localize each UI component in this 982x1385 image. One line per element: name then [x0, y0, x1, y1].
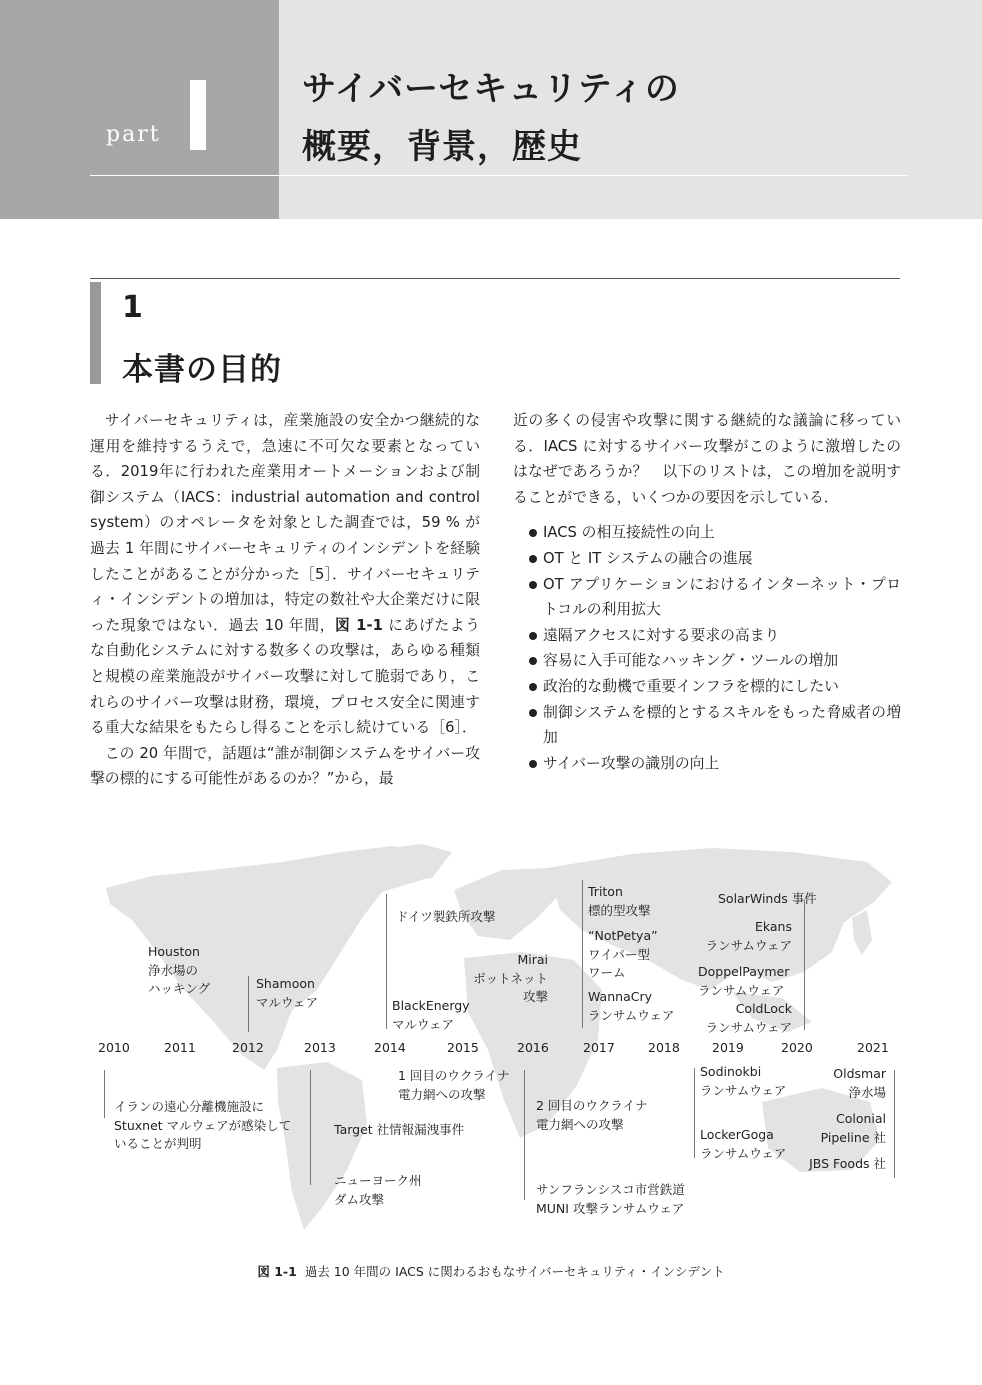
- leader-line: [310, 1070, 311, 1185]
- list-item: IACS の相互接続性の向上: [513, 520, 901, 546]
- chapter-title: 本書の目的: [122, 352, 282, 388]
- list-item: 政治的な動機で重要インフラを標的にしたい: [513, 674, 901, 700]
- event-triton: Triton 標的型攻撃: [588, 884, 651, 918]
- year-label: 2017: [583, 1040, 615, 1055]
- europe-shape: [454, 868, 562, 940]
- event-ukraine-2: 2 回目のウクライナ 電力網への攻撃: [536, 1098, 648, 1132]
- leader-line: [694, 1068, 695, 1158]
- chapter-rule: [90, 278, 900, 279]
- factor-list: [513, 520, 901, 776]
- event-ukraine-1: 1 回目のウクライナ 電力網への攻撃: [398, 1068, 510, 1102]
- year-label: 2016: [517, 1040, 549, 1055]
- list-item: 遠隔アクセスに対する要求の高まり: [513, 623, 901, 649]
- event-blackenergy: BlackEnergy マルウェア: [392, 998, 470, 1032]
- leader-line: [524, 1070, 525, 1200]
- figure-caption-text: 過去 10 年間の IACS に関わるおもなサイバーセキュリティ・インシデント: [304, 1264, 725, 1279]
- event-shamoon: Shamoon マルウェア: [256, 976, 319, 1010]
- event-target: Target 社情報漏洩事件: [334, 1122, 465, 1137]
- part-title-line-2: 概要，背景，歴史: [302, 127, 582, 167]
- chapter-accent-bar: [90, 282, 101, 384]
- figure-caption: [0, 1262, 982, 1280]
- figure-reference: 図 1-1: [335, 616, 383, 634]
- year-label: 2014: [374, 1040, 406, 1055]
- year-label: 2013: [304, 1040, 336, 1055]
- year-label: 2012: [232, 1040, 264, 1055]
- event-muni: サンフランシスコ市営鉄道 MUNI 攻撃ランサムウェア: [536, 1182, 685, 1216]
- year-label: 2011: [164, 1040, 196, 1055]
- part-title-line-1: サイバーセキュリティの: [302, 69, 680, 109]
- list-item: OT アプリケーションにおけるインターネット・プロトコルの利用拡大: [513, 572, 901, 623]
- chapter-number: 1: [122, 290, 143, 325]
- year-label: 2010: [98, 1040, 130, 1055]
- body-right-column: [513, 408, 901, 776]
- list-item: 制御システムを標的とするスキルをもった脅威者の増加: [513, 700, 901, 751]
- event-mirai: Mirai ボットネット 攻撃: [473, 952, 548, 1004]
- timeline-figure: [92, 840, 902, 1260]
- leader-line: [804, 900, 805, 1030]
- leader-line: [582, 880, 583, 1028]
- figure-caption-label: 図 1-1: [257, 1264, 297, 1279]
- body-left-column: [90, 408, 480, 792]
- event-germany-steel-mill: ドイツ製鉄所攻撃: [396, 909, 496, 924]
- part-numeral: [190, 80, 206, 150]
- event-jbs: JBS Foods 社: [809, 1156, 886, 1171]
- event-doppelpaymer: DoppelPaymer ランサムウェア: [698, 964, 790, 998]
- paragraph-2: この 20 年間で，話題は“誰が制御システムをサイバー攻撃の標的にする可能性があるのか？”から，最: [90, 744, 480, 788]
- part-title: [302, 60, 680, 176]
- year-label: 2021: [857, 1040, 889, 1055]
- list-item: OT と IT システムの融合の進展: [513, 546, 901, 572]
- event-stuxnet: イランの遠心分離機施設に Stuxnet マルウェアが感染して いることが判明: [114, 1099, 292, 1151]
- event-houston: Houston 浄水場の ハッキング: [148, 944, 211, 996]
- event-notpetya: “NotPetya” ワイパー型 ワーム: [588, 928, 658, 980]
- year-label: 2019: [712, 1040, 744, 1055]
- event-colonial: Colonial Pipeline 社: [820, 1111, 886, 1145]
- event-lockergoga: LockerGoga ランサムウェア: [700, 1127, 787, 1161]
- paragraph-1: サイバーセキュリティは，産業施設の安全かつ継続的な運用を維持するうえで，急速に不可欠な要素となっている．2019年に行われた産業用オートメーションおよび制御システム（IACS：industrial automation and control system）のオペレータを対象とした調査では，59 % が過去 1 年間にサイバーセキュリティのインシデントを経験したことがあることが分かった［5］．サイバーセキュリティ・インシデントの増加は，特定の数社や大企業だけに限った現象ではない．過去 10 年間，図 1-1 にあげたような自動化システムに対する数多くの攻撃は，あらゆる種類と規模の産業施設がサイバー攻撃に対して脆弱であり，これらのサイバー攻撃は財務，環境，プロセス安全に関連する重大な結果をもたらし得ることを示し続けている［6］．: [90, 412, 480, 737]
- year-label: 2018: [648, 1040, 680, 1055]
- event-solarwinds: SolarWinds 事件: [718, 891, 817, 906]
- list-item: サイバー攻撃の識別の向上: [513, 751, 901, 777]
- year-label: 2015: [447, 1040, 479, 1055]
- event-ekans: Ekans ランサムウェア: [705, 919, 792, 953]
- leader-line: [894, 1070, 895, 1178]
- leader-line: [248, 976, 249, 1032]
- event-coldlock: ColdLock ランサムウェア: [705, 1001, 792, 1035]
- leader-line: [386, 894, 387, 1029]
- leader-line: [104, 1070, 105, 1118]
- event-wannacry: WannaCry ランサムウェア: [588, 989, 675, 1023]
- list-item: 容易に入手可能なハッキング・ツールの増加: [513, 648, 901, 674]
- event-oldsmar: Oldsmar 浄水場: [833, 1066, 886, 1100]
- year-label: 2020: [781, 1040, 813, 1055]
- part-header-band: [0, 0, 279, 219]
- event-newyork-dam: ニューヨーク州 ダム攻撃: [334, 1173, 422, 1207]
- event-sodinokibi: Sodinokbi ランサムウェア: [700, 1064, 787, 1098]
- part-label: part: [106, 122, 161, 147]
- japan-shape: [852, 910, 872, 955]
- paragraph-3: 近の多くの侵害や攻撃に関する継続的な議論に移っている．IACS に対するサイバー攻撃がこのように激増したのはなぜであろうか？ 以下のリストは，この増加を説明することができる，いくつかの要因を示している．: [513, 412, 901, 506]
